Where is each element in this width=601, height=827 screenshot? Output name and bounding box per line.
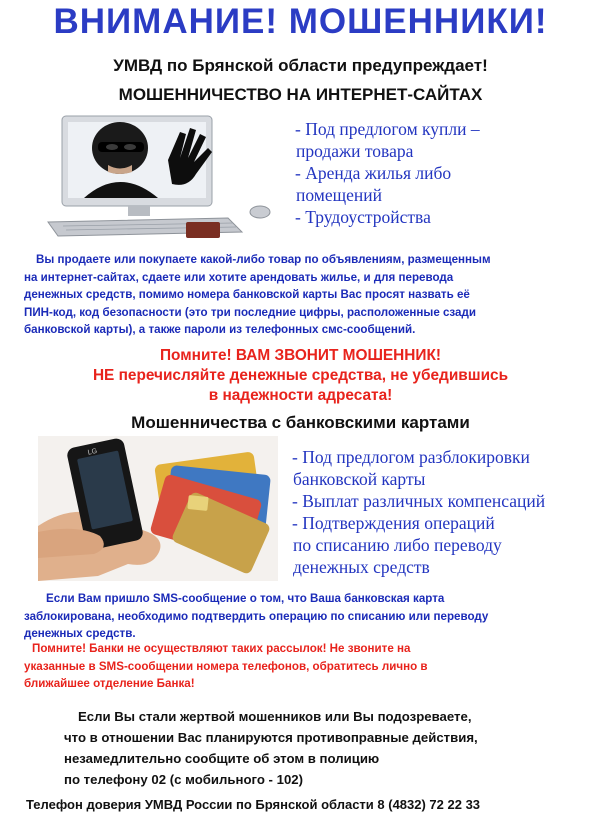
paragraph-line: денежных средств, помимо номера банковской карты Вас просят назвать её (24, 288, 470, 302)
closing-line: незамедлительно сообщите об этом в полицию (64, 751, 380, 766)
closing-block (64, 706, 478, 790)
section1-bullet-list (295, 118, 480, 228)
section1-warning (0, 346, 601, 406)
section1-title: МОШЕННИЧЕСТВО НА ИНТЕРНЕТ-САЙТАХ (118, 85, 483, 104)
trust-phone-footer: Телефон доверия УМВД России по Брянской области 8 (4832) 72 22 33 (26, 797, 481, 812)
bullet-item: продажи товара (296, 141, 414, 161)
paragraph-line: денежных средств. (24, 627, 136, 641)
bullet-item: - Под предлогом купли – (295, 119, 480, 139)
warning-line: ближайшее отделение Банка! (24, 677, 195, 691)
bullet-item: помещений (296, 185, 382, 205)
warning-line: в надежности адресата! (208, 387, 393, 404)
bullet-item: - Аренда жилья либо (295, 163, 452, 183)
paragraph-line: ПИН-код, код безопасности (это три последние цифры, расположенные сзади (24, 305, 476, 319)
section2-warning (24, 640, 428, 693)
section2-paragraph (24, 590, 488, 643)
paragraph-line: Вы продаете или покупаете какой-либо товар по объявлениям, размещенным (36, 253, 491, 266)
closing-line: что в отношении Вас планируются противоправные действия, (64, 730, 478, 745)
paragraph-line: на интернет-сайтах, сдаете или хотите арендовать жилье, и для перевода (24, 270, 454, 284)
hacker-computer-illustration (28, 110, 288, 240)
warning-line: Помните! ВАМ ЗВОНИТ МОШЕННИК! (160, 347, 441, 364)
phone-brand-label: LG (87, 447, 98, 457)
bullet-item: - Под предлогом разблокировки (292, 447, 530, 467)
bullet-item: денежных средств (293, 557, 430, 577)
warning-line: указанные в SMS-сообщении номера телефонов, обратитесь лично в (24, 659, 428, 673)
warning-line: НЕ перечисляйте денежные средства, не убедившись (92, 367, 509, 384)
bullet-item: банковской карты (293, 469, 426, 489)
warning-line: Помните! Банки не осуществляют таких рассылок! Не звоните на (32, 642, 411, 655)
bullet-item: по списанию либо переводу (293, 535, 502, 555)
bullet-item: - Трудоустройства (295, 207, 431, 227)
paragraph-line: заблокирована, необходимо подтвердить операцию по списанию или переводу (24, 609, 489, 623)
poster-title: ВНИМАНИЕ! МОШЕННИКИ! (53, 2, 548, 41)
poster-subtitle: УМВД по Брянской области предупреждает! (113, 56, 488, 75)
closing-line: Если Вы стали жертвой мошенников или Вы подозреваете, (78, 709, 472, 724)
paragraph-line: банковской карты), а также пароли из телефонных смс-сообщений. (24, 323, 416, 337)
bullet-item: - Выплат различных компенсаций (292, 491, 546, 511)
paragraph-line: Если Вам пришло SMS-сообщение о том, что Ваша банковская карта (46, 592, 445, 605)
section2-bullet-list (292, 446, 545, 578)
section1-paragraph (24, 251, 491, 339)
bullet-item: - Подтверждения операций (292, 513, 495, 533)
closing-line: по телефону 02 (с мобильного - 102) (64, 772, 304, 787)
phone-cards-illustration (38, 436, 278, 581)
section2-title: Мошенничества с банковскими картами (131, 413, 470, 432)
